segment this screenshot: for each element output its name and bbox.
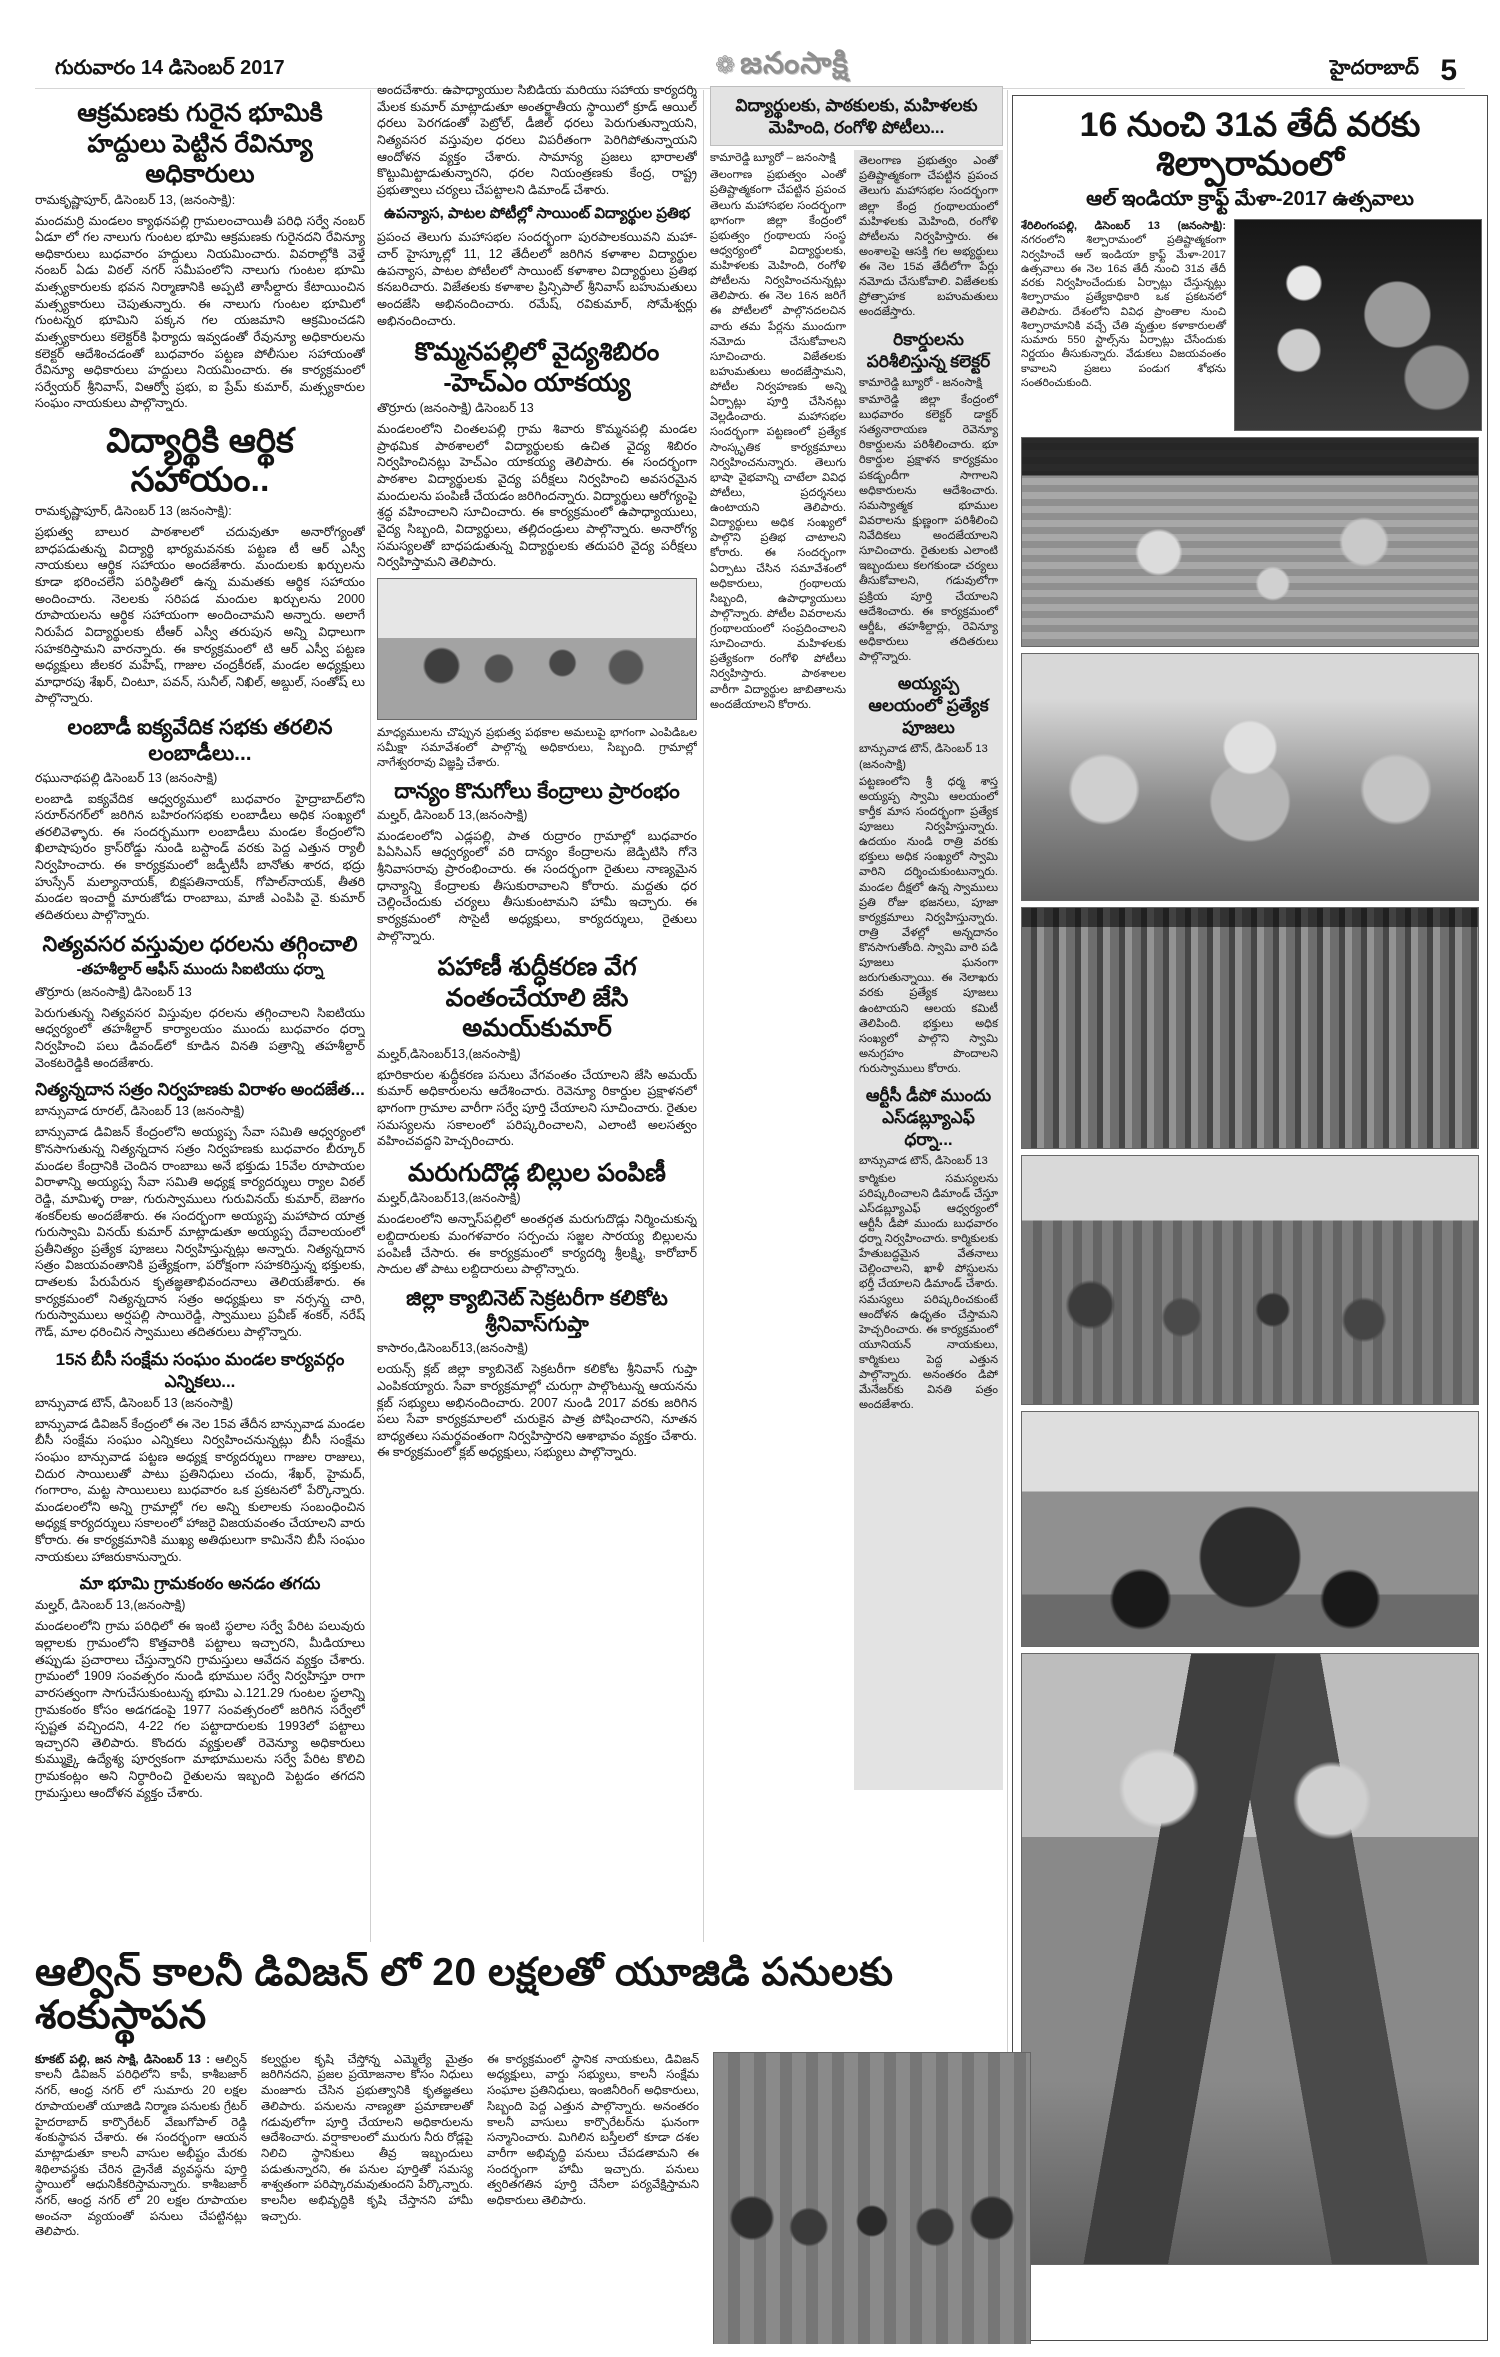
article-lambadi-rally — [35, 715, 365, 924]
article-body: పట్టణంలోని శ్రీ ధర్మ శాస్త అయ్యప్ప స్వామి ఆలయంలో కార్తీక మాస సందర్భంగా ప్రత్యేక పూజలు నిర్వహిస్తున్నారు. ఉదయం నుండి రాత్రి వరకు భక్తులు అధిక సంఖ్యలో స్వామి వారిని దర్శించుకుంటున్నారు. మండల దీక్షలో ఉన్న స్వాములు ప్రతి రోజు భజనలు, పూజా కార్యక్రమాలు నిర్వహిస్తున్నారు. రాత్రి వేళల్లో అన్నదానం కొనసాగుతోంది. స్వామి వారి పడి పూజలు ఘనంగా జరుగుతున్నాయి. ఈ నెలాఖరు వరకు ప్రత్యేక పూజలు ఉంటాయని ఆలయ కమిటీ తెలిపింది. భక్తులు అధిక సంఖ్యలో పాల్గొని స్వామి అనుగ్రహం పొందాలని గురుస్వాములు కోరారు. — [859, 775, 998, 1076]
photo-foundation-ceremony-group — [713, 2052, 1031, 2344]
article-headline: జిల్లా క్యాబినెట్ సెక్రటరీగా కలికోట శ్రీనివాస్‌గుప్తా — [406, 1286, 668, 1337]
page-header — [35, 48, 1465, 89]
article-body: మండలంలోని గ్రామ పరిధిలో ఈ ఇంటి స్థలాల సర్వే పేరిట పలువురు ఇల్లాలకు గ్రామంలోని కొత్తవారికి పట్టాలు ఇచ్చారని, మీడియాలు తప్పుడు ప్రచారాలు చేస్తున్నారని గ్రామస్తులు ఆవేదన వ్యక్తం చేశారు. గ్రామంలో 1909 సంవత్సరం నుండి భూముల సర్వే నిర్వహిస్తూ రాగా వారసత్వంగా సాగుచేసుకుంటున్న భూమి ఎ.121.29 గుంటల స్థలాన్ని గ్రామకంఠం కోసం అడగడంపై 1977 సంవత్సరంలో జరిగిన సర్వేలో స్పష్టత వచ్చిందని, 4-22 గల పట్టాదారులకు 1993లో పట్టాలు ఇచ్చారని తెలిపారు. కొందరు వ్యక్తులతో రెవెన్యూ అధికారులు కుమ్ముక్కై ఉద్యేశ్య పూర్వకంగా మాభూములను సర్వే పేరిట కొలిచి గ్రామకంట్లం అని నిర్ధారించి రైతులను ఇబ్బంది పెట్టడం తగదని గ్రామస్తులు ఆందోళన వ్యక్తం చేశారు. — [35, 1619, 365, 1800]
banner-text-column-3 — [487, 2052, 699, 2344]
article-headline: విద్యార్థికి ఆర్థిక సహాయం.. — [106, 422, 294, 500]
photo-dolls-display — [1021, 653, 1479, 901]
page-number: 5 — [1440, 54, 1457, 87]
article-headline: మా భూమి గ్రామకంఠం అనడం తగదు — [79, 1574, 321, 1594]
column-2 — [377, 82, 697, 1942]
photo-deity-stall — [1234, 219, 1482, 431]
article-student-financial-aid — [35, 422, 365, 707]
article-cabinet-secretary — [377, 1286, 697, 1461]
mehndi-article-left-column — [710, 150, 846, 1790]
subitem-headline: ఉపన్యాస, పాటల పోటీల్లో సాయింట్ విద్యార్థుల ప్రతిభ — [383, 205, 691, 223]
article-headline: దాన్యం కొనుగోలు కేంద్రాలు ప్రారంభం — [394, 779, 680, 803]
article-body: మందమర్రి మండలం క్యాథనపల్లి గ్రామలంచాయితీ పరిధి సర్వే నంబర్ ఏడూ లో గల నాలుగు గుంటల భూమి ఆక్రమణకు గురైనదని రేవిన్యూ అధికారులు బుధవారం హద్దులు నియమించారు. వివరాల్లోకి వెళ్తే నంబర్ ఏడు విఠల్ నగర్ సమీపంలోని నాలుగు గుంటల భూమి మత్స్యకారులకు భవన నిర్మాణానికి అప్పటి తాసీల్దారు కేటాయించిన మత్స్యకారులు చెపుతున్నారు. ఈ నాలుగు గుంటల భూమిలో గుంటన్నర భూమిని పక్కన గల యజమాని ఆక్రమించడని మత్స్యకారులు కలెక్టర్‌కి ఫిర్యాదు ఇవ్వడంతో రేవున్యూ అధికారులను కలెక్టర్ ఆదేశించడంతో బుధవారం పట్టణ పోలీసుల సహాయంతో రేవిన్యూ అధికారులు హద్దులు నియమించారు. ఈ కార్యక్రమంలో సర్వేయర్ శ్రీనివాస్, విఆర్వో ప్రభు, ఐ ప్రేమ్ కుమార్, మత్స్యకారుల సంఘం నాయకులు పాల్గొన్నారు. — [35, 213, 365, 411]
article-byline: శేరిలింగంపల్లి, డిసెంబర్ 13 (జనంసాక్షి): — [1021, 220, 1226, 233]
article-byline: బాన్సువాడ టౌన్, డిసెంబర్ 13 — [859, 1155, 988, 1168]
article-pahani-cleanup — [377, 952, 697, 1150]
continuation-body: అందచేశారు. ఉపాధ్యాయుల సిబిడియ మరియు సహాయ కార్యదర్శి మేలక కుమార్ మాట్లాడుతూ అంతర్జాతీయ స్థాయిలో క్రూడ్ ఆయిల్ ధరలు పెరగడంతో పెట్రోల్, డీజిల్ ధరలు పెరుగుతున్నాయని, నిత్యవసర వస్తువుల ధరలు విపరీతంగా పెరిగిపోతున్నాయని ఆందోళన వ్యక్తం చేశారు. సామాన్య ప్రజలు భారాలతో కొట్టుమిట్టాడుతున్నారని, ధరల నియంత్రణకు కేంద్ర, రాష్ట్ర ప్రభుత్వాలు చర్యలు చేపట్టాలని డిమాండ్ చేశారు. — [377, 83, 697, 197]
article-gramakantham-dispute — [35, 1573, 365, 1801]
article-body: ప్రభుత్వ బాలుర పాఠశాలలో చదువుతూ అనారోగ్యంతో బాధపడుతున్న విద్యార్థి భార్యమవనకు పట్టణ టీ ఆర్ ఎస్వీ నాయకులు ఆర్థిక సహాయం అందజేశారు. మందులకు ఖర్చులను కూడా భరించలేని పరిస్థితిలో ఉన్న మమతకు ఆర్థిక సహాయం అందించారు. నెలలకు సరిపడ మందుల ఖర్చులను 2000 రూపాయలను ఆర్థిక సహాయంగా అందించామని అన్నారు. అలాగే నిరుపేద విద్యార్థులకు టీఆర్ ఎస్వీ తరుపున అన్ని విధాలుగా సహకరిస్తామని వారన్నారు. ఈ కార్యక్రమంలో టి ఆర్ ఎస్వీ పట్టణ అధ్యక్షులు జీలకర మహేష్, గాజుల చంద్రకీరణ్, మండల అధ్యక్షులు మాధారపు శేఖర్, చింటూ, పవన్, సునీల్, నిఖిల్, అబ్దుల్, సంతోష్ లు పాల్గొన్నారు. — [35, 525, 365, 706]
article-body: బాన్సువాడ డివిజన్ కేంద్రంలోని అయ్యప్ప సేవా సమితి ఆధ్వర్యంలో కొనసాగుతున్న నిత్యన్నదాన సత్రం నిర్వహణకు బుధవారం బీర్కూర్ మండల కేంద్రానికి చెందిన రాంబాబు అనే భక్తుడు 15వేల రూపాయల విరాళాన్ని అయ్యప్ప సేవా సమితి అధ్యక్ష కార్యదర్శులు ర్యాల విఠల్ రెడ్డి, మామిళ్ళ రాజు, గురుస్వాములు గురువినయ్ కుమార్, బెజుగం శంకర్‌లకు అందజేశారు. ఈ సందర్భంగా అయ్యప్ప మహాపాద యాత్ర గురుస్వామి వినయ్ కుమార్ మాట్లాడుతూ అయ్యప్ప దేవాలయంలో ప్రతీనిత్యం ప్రత్యేక పూజలు నిర్వహిస్తున్నట్లు అన్నారు. నిత్యన్నదాన సత్రం విజయవంతానికి ప్రత్యేక్షంగా, పరోక్షంగా సహకరిస్తున్న భక్తులకు, దాతలకు పేరుపేరున కృతజ్ఞతాభివందనాలు తెలియజేశారు. ఈ కార్యక్రమంలో నిత్యన్నదాన సత్రం అధ్యక్షులు కా నర్సన్న చారి, గురుస్వాములు అర్షపల్లి సాయిరెడ్డి, స్వాములు ప్రవీణ్ శంకర్, నరేష్ గౌడ్, మాల ధరించిన స్వాములు తదితరులు పాల్గొన్నారు. — [35, 1125, 365, 1339]
article-price-reduction-dharna — [35, 932, 365, 1072]
article-byline: మల్హర్, డిసెంబర్ 13,(జనంసాక్షి) — [377, 807, 528, 822]
article-headline: నిత్యన్నదాన సత్రం నిర్వహణకు విరాళం అందజేత... — [35, 1080, 365, 1100]
column-divider-1 — [370, 90, 371, 1942]
article-headline: అయ్యప్ప ఆలయంలో ప్రత్యేక పూజలు — [868, 674, 989, 738]
article-headline: లంబాడీ ఐక్యవేదిక సభకు తరలిన లంబాడీలు... — [67, 716, 333, 766]
article-ayyappa-pujas — [859, 673, 998, 1077]
photo-bead-garlands — [1021, 907, 1479, 1149]
photo-women-handicrafts — [1021, 1653, 1479, 2265]
article-byline: రామకృష్ణాపూర్, డిసెంబర్ 13, (జనంసాక్షి): — [35, 192, 236, 207]
subitem-body: ప్రపంచ తెలుగు మహాసభల సందర్భంగా పురపాలకయివని మహా-చార్ హైస్కూల్లో 11, 12 తేదీలలో జరిగిన కళాశాల విద్యార్థుల ఉపన్యాస, పాటల పోటీలలో సాయింట్ కళాశాల విద్యార్థులు ప్రతిభ కనబరిచారు. విజేతలకు కళాశాల ప్రిన్సిపాల్ శ్రీనివాస్ బహుమతులు అందజేసి అభినందించారు. రమేష్, రవికుమార్, సోమేశ్వర్లు అభినందించారు. — [377, 230, 697, 328]
article-rtc-depot-dharna — [859, 1085, 998, 1413]
article-body: మండలంలోని అన్నాస్‌పల్లిలో అంతర్గత మరుగుదొడ్లు నిర్మించుకున్న లబ్దిదారులకు మంగళవారం సర్పంచు సజ్జల సారయ్య బిల్లులను పంపిణీ చేసారు. ఈ కార్యక్రమంలో కార్యదర్శి శ్రీలక్ష్మి, కారోబార్ సాదుల తో పాటు లబ్దిదారులు పాల్గొన్నారు. — [377, 1212, 697, 1277]
article-body: పెరుగుతున్న నిత్యవసర విస్తువుల ధరలను తగ్గించాలని సిఐటియు ఆధ్వర్యంలో తహశీల్దార్ కార్యాలయం ముందు బుధవారం ధర్నా నిర్వహించి పలు డివండ్‌లో కూడిన వినతి పత్రాన్ని తహశీల్దార్ వెంకటరెడ్డికి అందజేశారు. — [35, 1005, 365, 1070]
article-body: భూరికారుల శుద్ధీకరణ పనులు వేగవంతం చేయాలని జేసి అమయ్ కుమార్ అధికారులను ఆదేశించారు. రెవెన్యూ రికార్డుల ప్రక్షాళనలో భాగంగా గ్రామాల వారీగా సర్వే పూర్తి చేయాలని సూచించారు. రైతుల సమస్యలను సకాలంలో పరిష్కరించాలని, ఎలాంటి అలసత్వం వహించవద్దని హెచ్చరించారు. — [377, 1067, 697, 1149]
article-subhead: -తహశీల్దార్ ఆఫీస్ ముందు సిఐటియు ధర్నా — [76, 960, 324, 978]
article-byline: రామకృష్ణాపూర్, డిసెంబర్ 13 (జనంసాక్షి): — [35, 504, 232, 519]
banner-text-column-2 — [261, 2052, 473, 2344]
article-byline: తొర్రూరు (జనంసాక్షి) డిసెంబర్ 13 — [377, 401, 534, 416]
article-headline: విద్యార్థులకు, పాఠకులకు, మహిళలకు మెహింది, రంగోళి పోటీలు... — [735, 96, 978, 138]
article-byline: తొర్రూరు (జనంసాక్షి) డిసెంబర్ 13 — [35, 984, 192, 999]
article-land-boundaries — [35, 98, 365, 412]
banner-byline: కూకట్ పల్లి, జన సాక్షి, డిసెంబర్ 13 : — [35, 2051, 211, 2066]
banner-text-column-1 — [35, 2052, 247, 2344]
article-byline: బాన్సువాడ టౌన్, డిసెంబర్ 13 (జనంసాక్షి) — [859, 743, 988, 771]
article-byline: బాన్సువాడ టౌన్, డిసెంబర్ 13 (జనంసాక్షి) — [35, 1395, 233, 1410]
article-body-left: తెలంగాణ ప్రభుత్వం ఎంతో ప్రతిష్టాత్మకంగా చేపట్టిన ప్రపంచ తెలుగు మహాసభల సందర్భంగా భాగంగా జిల్లా కేంద్రంలో ప్రభుత్వం గ్రంథాలయ సంస్థ ఆధ్వర్యంలో విద్యార్థులకు, మహిళలకు మెహింది, రంగోళి పోటీలను నిర్వహించనున్నట్లు తెలిపారు. ఈ నెల 16న జరిగే ఈ పోటీలలో పాల్గొనదలచిన వారు తమ పేర్లను ముందుగా నమోదు చేసుకోవాలని సూచించారు. విజేతలకు బహుమతులు అందజేస్తామని, పోటీల నిర్వహణకు అన్ని ఏర్పాట్లు పూర్తి చేసినట్లు వెల్లడించారు. మహాసభల సందర్భంగా పట్టణంలో ప్రత్యేక సాంస్కృతిక కార్యక్రమాలు నిర్వహించనున్నారు. తెలుగు భాషా వైభవాన్ని చాటేలా వివిధ పోటీలు, ప్రదర్శనలు ఉంటాయని తెలిపారు. విద్యార్థులు అధిక సంఖ్యలో పాల్గొని ప్రతిభ చాటాలని కోరారు. ఈ సందర్భంగా ఏర్పాటు చేసిన సమావేశంలో అధికారులు, గ్రంథాలయ సిబ్బంది, ఉపాధ్యాయులు పాల్గొన్నారు. పోటీల వివరాలను గ్రంథాలయంలో సంప్రదించాలని సూచించారు. మహిళలకు ప్రత్యేకంగా రంగోళి పోటీలు నిర్వహిస్తారు. పాఠశాలల వారీగా విద్యార్థుల జాబితాలను అందజేయాలని కోరారు. — [710, 169, 846, 711]
article-body: మండలంలోని చింతలపల్లి గ్రామ శివారు కొమ్మనపల్లి మండల ప్రాథమిక పాఠశాలలో విద్యార్థులకు ఉచిత వైద్య శిబిరం నిర్వహించినట్లు హెచ్ఎం యాకయ్య తెలిపారు. ఈ సందర్భంగా పాఠశాల విద్యార్థులకు వైద్య పరీక్షలు నిర్వహించి అవసరమైన మందులను పంపిణీ చేయడం జరిగిందన్నారు. విద్యార్థులు ఆరోగ్యంపై శ్రద్ధ వహించాలని సూచించారు. ఈ కార్యక్రమంలో ఉపాధ్యాయులు, వైద్య సిబ్బంది, విద్యార్థులు, తల్లిదండ్రులు పాల్గొన్నారు. అనారోగ్య సమస్యలతో బాధపడుతున్న విద్యార్థులకు తదుపరి వైద్య పరీక్షలు నిర్వహిస్తామని తెలిపారు. — [377, 422, 697, 570]
masthead-title: జనంసాక్షి — [740, 47, 849, 80]
article-body: లయన్స్ క్లబ్ జిల్లా క్యాబినెట్ సెక్రటరీగా కలికోట శ్రీనివాస్ గుప్తా ఎంపికయ్యారు. సేవా కార్యక్రమాల్లో చురుగ్గా పాల్గొంటున్న ఆయనను క్లబ్ సభ్యులు అభినందించారు. 2007 నుండి 2017 వరకు జరిగిన పలు సేవా కార్యక్రమాలలో చురుకైన పాత్ర పోషించారని, నూతన బాధ్యతలు సమర్థవంతంగా నిర్వహిస్తారని ఆశాభావం వ్యక్తం చేశారు. ఈ కార్యక్రమంలో క్లబ్ అధ్యక్షులు, సభ్యులు పాల్గొన్నారు. — [377, 1362, 697, 1460]
article-body-right: తెలంగాణ ప్రభుత్వం ఎంతో ప్రతిష్టాత్మకంగా చేపట్టిన ప్రపంచ తెలుగు మహాసభల సందర్భంగా జిల్లా కేంద్ర గ్రంథాలయంలో మహిళలకు మెహింది, రంగోళి పోటీలను నిర్వహిస్తారు. ఈ అంశాలపై ఆసక్తి గల అభ్యర్థులు ఈ నెల 15వ తేదీలోగా పేర్లు నమోదు చేసుకోవాలి. విజేతలకు ప్రోత్సాహక బహుమతులు అందజేస్తారు. — [859, 155, 998, 319]
article-body: కార్మికుల సమస్యలను పరిష్కరించాలని డిమాండ్ చేస్తూ ఎస్‌డబ్ల్యూఎఫ్ ఆధ్వర్యంలో ఆర్టీసీ డీపో ముందు బుధవారం ధర్నా నిర్వహించారు. కార్మికులకు హేతుబద్ధమైన వేతనాలు చెల్లించాలని, ఖాళీ పోస్టులను భర్తీ చేయాలని డిమాండ్ చేశారు. సమస్యలు పరిష్కరించకుంటే ఆందోళన ఉధృతం చేస్తామని హెచ్చరించారు. ఈ కార్యక్రమంలో యూనియన్ నాయకులు, కార్మికులు పెద్ద ఎత్తున పాల్గొన్నారు. అనంతరం డిపో మేనేజర్‌కు వినతి పత్రం అందజేశారు. — [859, 1172, 998, 1412]
shilparamam-intro-text — [1021, 219, 1226, 431]
article-headline: నిత్యవసర వస్తువుల ధరలను తగ్గించాలి — [42, 932, 358, 956]
banner-body-2: కల్వర్టుల కృషి చేస్తోన్న ఎమ్మెల్యే మైత్రం జరిగినదని, ప్రజల ప్రయోజనాల కోసం నిధులు మంజూరు చేసిన ప్రభుత్వానికి కృతజ్ఞతలు తెలిపారు. పనులను నాణ్యతా ప్రమాణాలతో గడువులోగా పూర్తి చేయాలని అధికారులను ఆదేశించారు. వర్షాకాలంలో మురుగు నీరు రోడ్లపై నిలిచి స్థానికులు తీవ్ర ఇబ్బందులు పడుతున్నారని, ఈ పనుల పూర్తితో సమస్య శాశ్వతంగా పరిష్కారమవుతుందని పేర్కొన్నారు. కాలనీల అభివృద్ధికి కృషి చేస్తానని హామీ ఇచ్చారు. — [261, 2051, 473, 2223]
banner-body-3: ఈ కార్యక్రమంలో స్థానిక నాయకులు, డివిజన్ అధ్యక్షులు, వార్డు సభ్యులు, కాలనీ సంక్షేమ సంఘాల ప్రతినిధులు, ఇంజినీరింగ్ అధికారులు, సిబ్బంది పెద్ద ఎత్తున పాల్గొన్నారు. అనంతరం కాలనీ వాసులు కార్పొరేటర్‌ను ఘనంగా సన్మానించారు. మిగిలిన బస్తీలలో కూడా దశల వారీగా అభివృద్ధి పనులు చేపడతామని ఈ సందర్భంగా హామీ ఇచ్చారు. పనులు త్వరితగతిన పూర్తి చేసేలా పర్యవేక్షిస్తామని అధికారులు తెలిపారు. — [487, 2051, 699, 2207]
article-byline: రఘునాథపల్లి డిసెంబర్ 13 (జనంసాక్షి) — [35, 770, 218, 785]
edition-date: గురువారం 14 డిసెంబర్ 2017 — [55, 57, 285, 79]
article-medical-camp — [377, 337, 697, 770]
masthead-flower-icon: ❁ — [715, 52, 737, 79]
article-headline: ఆక్రమణకు గురైన భూమికి హద్దులు పెట్టిన రేవిన్యూ అధికారులు — [77, 99, 323, 188]
article-toilet-bills — [377, 1158, 697, 1278]
photo-officials-meeting — [377, 578, 697, 720]
photo-silver-crafts — [1021, 437, 1479, 647]
article-body: నగరంలోని శిల్పారామంలో ప్రతిష్టాత్మకంగా నిర్వహించే ఆల్ ఇండియా క్రాఫ్ట్ మేళా-2017 ఉత్సవాలు ఈ నెల 16వ తేదీ నుంచి 31వ తేదీ వరకు నిర్వహించేందుకు ఏర్పాట్లు చేస్తున్నట్లు శిల్పారామం ప్రత్యేకాధికారి ఒక ప్రకటనలో తెలిపారు. దేశంలోని వివిధ ప్రాంతాల నుంచి శిల్పారామానికి వచ్చే చేతి వృత్తుల కళాకారులతో సుమారు 550 స్టాల్స్‌ను ఏర్పాట్లు చేసేందుకు నిర్ణయం తీసుకున్నారు. వేడుకలు విజయవంతం కావాలని ప్రజలు పండుగ శోభను సంతరించుకుంది. — [1021, 234, 1226, 389]
article-body: లంబాడి ఐక్యవేదిక ఆధ్వర్యములో బుధవారం హైద్రాబాద్‌లోని సరూర్‌నగర్‌లో జరిగిన బహిరంగసభకు లంబాడీలు అధిక సంఖ్యలో తరలివెళ్ళారు. ఈ సందర్భముగా లంబాడీలు మండల కేంద్రంలోని ఖిలాషాపురం క్రాస్‌రోడ్డు నుండి బస్టాండ్ వరకు పెద్ద ఎత్తున ర్యాలీ నిర్వహించారు. ఈ కార్యక్రమంలో జడ్పీటీసీ బానోతు శారద, భద్రు హుస్సేన్ మల్యానాయక్, బిక్షపతినాయక్, గోపాల్‌నాయక్, తీతరి మండల ఇంచార్జీ మారుజోడు రాంబాబు, మాజీ ఎంపిపి వై. కుమార్ తదితరులు పాల్గొన్నారు. — [35, 791, 365, 922]
photo-fair-crowd — [1021, 1155, 1479, 1405]
photo-caption: మాధ్యములను చొప్పున ప్రభుత్వ పథకాల అమలుపై భాగంగా ఎంపిడిఒల సమీక్షా సమావేశంలో పాల్గొన్న అధికారులు, సిబ్బంది. గ్రామాల్లో నాగేశ్వరరావు విజ్ఞప్తి చేశారు. — [377, 726, 697, 769]
article-headline: పహాణీ శుద్ధీకరణ వేగ వంతంచేయాలి జేసి అమయ్‌కుమార్ — [437, 953, 637, 1043]
article-headline: రికార్డులను పరిశీలిస్తున్న కలెక్టర్ — [866, 329, 991, 371]
article-mehndi-rangoli-headbox — [710, 86, 1003, 146]
article-byline: మల్హర్, డిసెంబర్ 13,(జనంసాక్షి) — [35, 1598, 186, 1613]
article-byline: కామారెడ్డి బ్యూరో - జనంసాక్షి — [859, 376, 982, 389]
article-body: కామారెడ్డి జిల్లా కేంద్రంలో బుధవారం కలెక్టర్ డాక్టర్ సత్యనారాయణ రెవెన్యూ రికార్డులను పరిశీలించారు. భూ రికార్డుల ప్రక్షాళన కార్యక్రమం పకడ్బందీగా సాగాలని అధికారులను ఆదేశించారు. సమస్యాత్మక భూముల వివరాలను క్షుణ్ణంగా పరిశీలించి నివేదికలు అందజేయాలని సూచించారు. రైతులకు ఎలాంటి ఇబ్బందులు కలగకుండా చర్యలు తీసుకోవాలని, గడువులోగా ప్రక్రియ పూర్తి చేయాలని ఆదేశించారు. ఈ కార్యక్రమంలో ఆర్డీఓ, తహశీల్దార్లు, రెవిన్యూ అధికారులు తదితరులు పాల్గొన్నారు. — [859, 393, 998, 663]
article-headline: మరుగుదొడ్ల బిల్లుల పంపిణీ — [408, 1158, 666, 1187]
shilparamam-headline: 16 నుంచి 31వ తేదీ వరకు శిల్పారామంలో — [1079, 106, 1421, 184]
column-4-shilparamam — [1012, 95, 1488, 2341]
column-3 — [710, 86, 1003, 1880]
column-divider-2 — [703, 90, 704, 1942]
article-byline: కాసారం,డిసెంబర్13,(జనంసాక్షి) — [377, 1341, 529, 1356]
banner-headline: ఆల్విన్ కాలనీ డివిజన్ లో 20 లక్షలతో యూజిడి పనులకు శంకుస్థాపన — [35, 1952, 894, 2037]
article-byline: కామారెడ్డి బ్యూరో – జనంసాక్షి — [710, 152, 836, 165]
article-collector-records — [859, 329, 998, 666]
shaded-subcolumn — [854, 150, 1003, 1790]
shilparamam-subhead: ఆల్ ఇండియా క్రాఫ్ట్ మేళా-2017 ఉత్సవాలు — [1086, 188, 1414, 211]
article-byline: మల్హర్,డిసెంబర్13,(జనంసాక్షి) — [377, 1046, 521, 1061]
masthead — [715, 47, 849, 88]
article-body: మండలంలోని ఎడ్లపల్లి, పాత రుద్రారం గ్రామాల్లో బుధవారం పిఏసిఎస్ ఆధ్వర్యంలో వరి దాన్యం కేంద్రాలను జెడ్పిటిసి గోనె శ్రీనివాసరావు ప్రారంభించారు. ఈ సందర్భంగా రైతులు నాణ్యమైన ధాన్యాన్ని కేంద్రాలకు తీసుకురావాలని కోరారు. మద్దతు ధర చెల్లించేందుకు చర్యలు తీసుకుంటామని హామీ ఇచ్చారు. ఈ కార్యక్రమంలో సొసైటీ అధ్యక్షులు, కార్యదర్శులు, రైతులు పాల్గొన్నారు. — [377, 828, 697, 943]
column-1 — [35, 90, 365, 1942]
article-bc-welfare-elections — [35, 1349, 365, 1566]
article-annadanam-donation — [35, 1079, 365, 1340]
article-headline: 15న బీసీ సంక్షేమ సంఘం మండల కార్యవర్గం ఎన్నికలు... — [55, 1349, 345, 1391]
article-byline: బాన్సువాడ రూరల్, డిసెంబర్ 13 (జనంసాక్షి) — [35, 1104, 245, 1119]
article-headline: ఆర్టీసీ డీపో ముందు ఎస్‌డబ్ల్యూఎఫ్ ధర్నా... — [865, 1086, 992, 1150]
banner-body-1: ఆల్విన్ కాలనీ డివిజన్ పరిధిలోని కాపీ, కాశీబజార్ నగర్, ఆంధ్ర నగర్ లో సుమారు 20 లక్షల రూపాయలతో యూజిడి నిర్మాణ పనులకు గ్రేటర్ హైదరాబాద్ కార్పొరేటర్ వేణుగోపాల్ రెడ్డి శంకుస్థాపన చేశారు. ఈ సందర్భంగా ఆయన మాట్లాడుతూ కాలనీ వాసుల అభీష్టం మేరకు శిథిలావస్థకు చేరిన డ్రైనేజీ వ్యవస్థను పూర్తి స్థాయిలో ఆధునికీకరిస్తామన్నారు. కాశీబజార్ నగర్, ఆంధ్ర నగర్ లో 20 లక్షల రూపాయల అంచనా వ్యయంతో పనులు చేపట్టినట్లు తెలిపారు. — [35, 2051, 247, 2239]
article-headline: కొమ్మనపల్లిలో వైద్యశిబిరం -హెచ్ఎం యాకయ్య — [414, 338, 660, 397]
city-label: హైదరాబాద్ — [1329, 57, 1419, 79]
article-grain-centres-opened — [377, 779, 697, 945]
article-byline: మల్హర్,డిసెంబర్13,(జనంసాక్షి) — [377, 1191, 521, 1206]
photo-battery-buggy — [1021, 1411, 1479, 1647]
article-body: బాన్సువాడ డివిజన్ కేంద్రంలో ఈ నెల 15వ తేదీన బాన్సువాడ మండల బీసీ సంక్షేమ సంఘం ఎన్నికలు నిర్వహించనున్నట్లు బీసీ సంక్షేమ సంఘం బాన్సువాడ పట్టణ అధ్యక్ష కార్యదర్శులు గాజుల రాజులు, చిదుర సాయిలుతో పాటు ప్రతినిధులు చందు, శేఖర్, హైమద్, గంగారాం, మట్ట సాయిలులు బుధవారం ఒక ప్రకటనలో పేర్కొన్నారు. మండలంలోని అన్ని గ్రామాల్లో గల అన్ని కులాలకు సంబంధించిన అధ్యక్ష కార్యదర్శులు సకాలంలో హాజరై విజయవంతం చేయాలని వారు కోరారు. ఈ కార్యక్రమానికి ముఖ్య అతిథులుగా కామినేని బీసీ సంఘం నాయకులు హాజరుకానున్నారు. — [35, 1416, 365, 1564]
bottom-banner-article — [35, 1952, 1037, 2344]
